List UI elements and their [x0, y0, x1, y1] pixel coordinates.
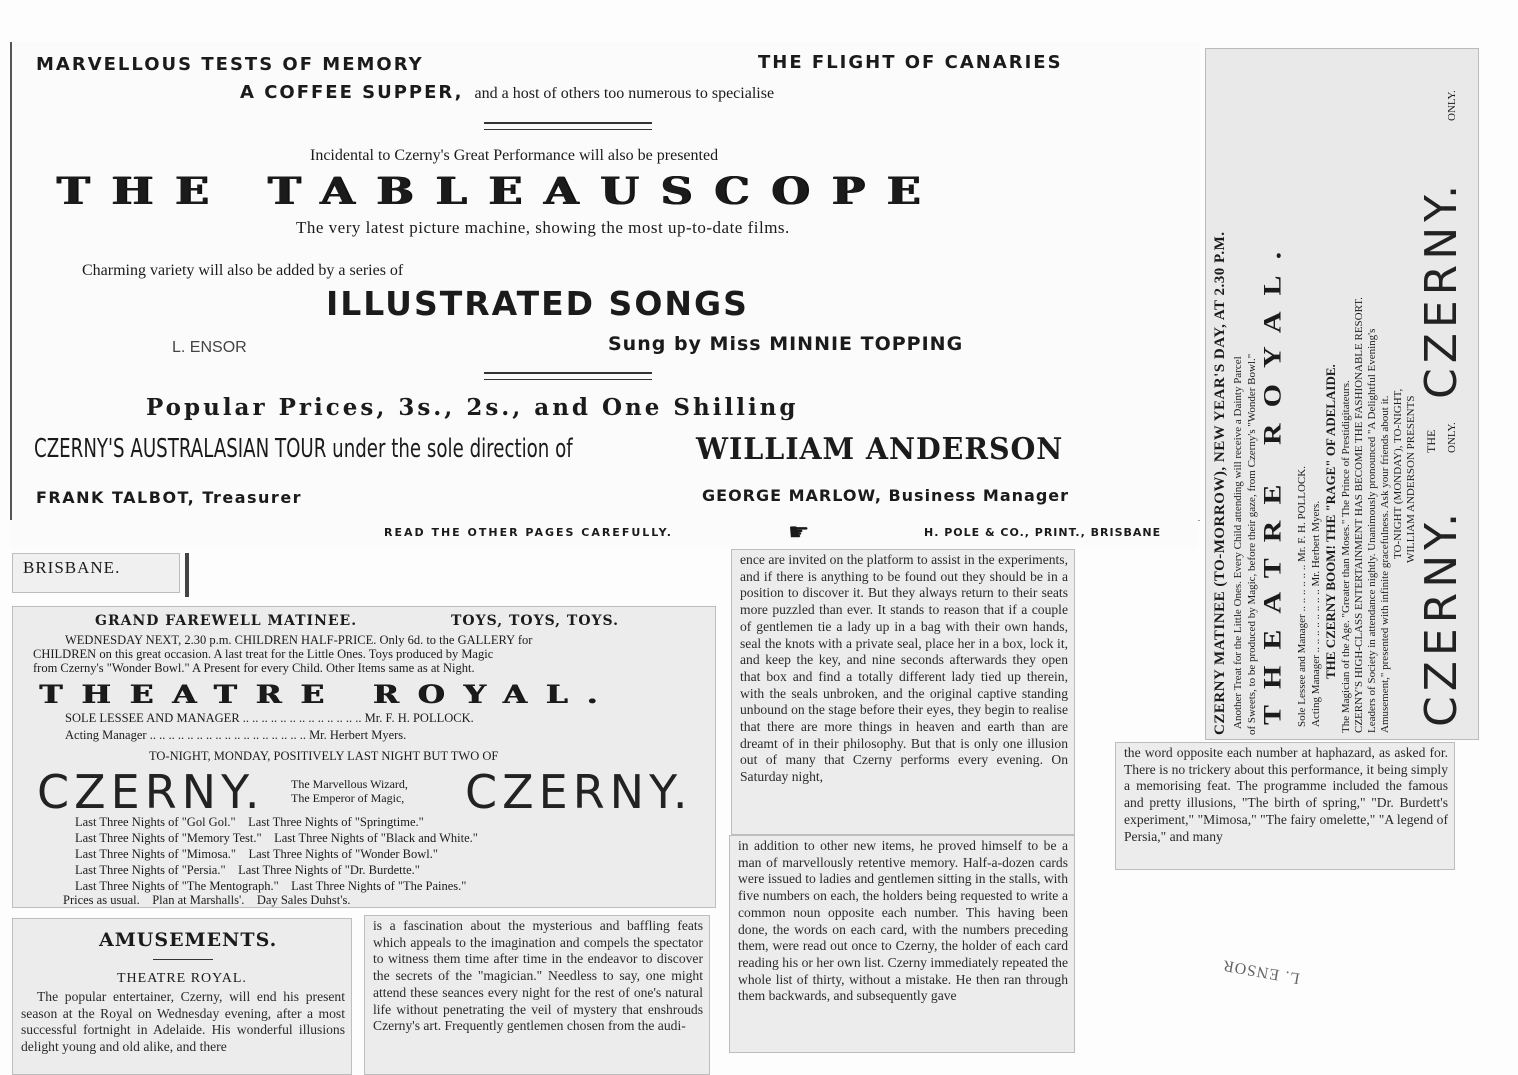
matinee-line-3: from Czerny's "Wonder Bowl." A Present for every Child. Other Items same as at Night.	[33, 661, 475, 675]
pointing-hand-icon: ☛	[788, 518, 810, 546]
experiments-text: ence are invited on the platform to assist in the experiments, and if there is anything to be found out they should be in a position to discover it. But they always return to their seats more puzzled than ever. It stands to reason that if a couple of gentlemen tie a lady up in a bag with their own hands, seal the knots with a private seal, place her in a box, lock it, and keep the key, and nine seconds afterwards they open that box and find a totally different lady tied up therein, with the seals unbroken, and the original captive standing unbound on the stage before their eyes, they begin to realise that there are more things in heaven and earth than are dreamt of in their philosophy. But that is only one illusion out of many that Czerny performs every evening. On Saturday night,	[740, 552, 1068, 785]
amusements-clipping	[12, 918, 352, 1075]
amusements-heading: AMUSEMENTS.	[99, 929, 278, 951]
treat-line-2: of Sweets, to be produced by Magic, before their gaze, from Czerny's "Wonder Bowl."	[1246, 353, 1258, 735]
rotated-content	[1206, 49, 1478, 739]
coffee-supper: A COFFEE SUPPER,	[240, 82, 464, 103]
memory-column	[729, 835, 1075, 1053]
marvellous-wizard: The Marvellous Wizard,	[291, 777, 408, 791]
ensor-stamp: L. ENSOR	[1221, 956, 1302, 987]
printer-credit: H. POLE & CO., PRINT., BRISBANE	[924, 526, 1162, 539]
host-of-others: and a host of others too numerous to specialise	[474, 85, 775, 102]
theatre-royal-title: THEATRE ROYAL.	[39, 680, 617, 710]
tonight-line: TO-NIGHT, MONDAY, POSITIVELY LAST NIGHT BUT TWO OF	[149, 749, 499, 763]
ensor-signature: L. ENSOR	[172, 339, 247, 356]
programme-column	[1115, 742, 1455, 870]
theatre-royal-subheading: THEATRE ROYAL.	[117, 971, 247, 986]
side-only-1: ONLY.	[1446, 422, 1458, 453]
last-nights-4: Last Three Nights of "Persia." Last Three Nights of "Dr. Burdette."	[75, 863, 420, 877]
main-poster	[10, 42, 1200, 521]
czerny-boom: THE CZERNY BOOM! THE "RAGE" OF ADELAIDE.	[1323, 364, 1338, 679]
tour-text: CZERNY'S AUSTRALASIAN TOUR under the sole direction of	[34, 434, 573, 464]
sung-by-line: Sung by Miss MINNIE TOPPING	[608, 333, 964, 355]
divider	[484, 379, 652, 380]
theatre-royal-ad	[12, 606, 716, 908]
sole-lessee-line: SOLE LESSEE AND MANAGER .. .. .. .. .. .. .. .. .. .. .. .. .. Mr. F. H. POLLOCK.	[65, 711, 474, 725]
printer-strip	[10, 520, 1198, 548]
matinee-line-1: WEDNESDAY NEXT, 2.30 p.m. CHILDREN HALF-PRICE. Only 6d. to the GALLERY for	[65, 633, 533, 647]
side-czerny-left: CZERNY.	[1416, 507, 1467, 727]
brisbane-clipping	[12, 553, 180, 593]
memory-tests-line: MARVELLOUS TESTS OF MEMORY	[36, 54, 424, 75]
side-only-2: ONLY.	[1446, 90, 1458, 121]
side-line-4: Amusement," presented with infinite gracefulness. Ask your friends about it.	[1379, 395, 1391, 733]
farewell-matinee: GRAND FAREWELL MATINEE.	[95, 613, 358, 629]
emperor-of-magic: The Emperor of Magic,	[291, 791, 405, 805]
fascination-column	[364, 915, 710, 1075]
side-line-6: WILLIAM ANDERSON PRESENTS	[1405, 395, 1417, 563]
side-the: THE	[1424, 429, 1438, 453]
side-line-2: CZERNY'S HIGH-CLASS ENTERTAINMENT HAS BECOME THE FASHIONABLE RESORT.	[1353, 297, 1365, 733]
side-line-5: TO-NIGHT (MONDAY), TO-NIGHT,	[1392, 388, 1404, 559]
last-nights-5: Last Three Nights of "The Mentograph." Last Three Nights of "The Paines."	[75, 879, 467, 893]
acting-manager-line: Acting Manager .. .. .. .. .. .. .. .. .. .. .. .. .. .. .. .. .. Mr. Herbert Myers.	[65, 728, 407, 742]
amusements-text: The popular entertainer, Czerny, will end his present season at the Royal on Wednesday evening, after a most successful fortnight in Adelaide. His wonderful illusions delight young and old alike, and there	[21, 989, 345, 1055]
clipping-edge	[185, 553, 189, 597]
divider	[484, 372, 652, 374]
talbot-treasurer: FRANK TALBOT, Treasurer	[36, 488, 303, 507]
divider	[484, 122, 652, 124]
brisbane-heading: BRISBANE.	[23, 558, 121, 577]
side-czerny-right: CZERNY.	[1416, 179, 1467, 399]
matinee-heading: CZERNY MATINEE (TO-MORROW), NEW YEAR'S DAY, AT 2.30 P.M.	[1212, 231, 1228, 735]
divider	[484, 129, 652, 130]
divider	[153, 959, 213, 960]
last-nights-2: Last Three Nights of "Memory Test." Last Three Nights of "Black and White."	[75, 831, 478, 845]
side-acting-manager: Acting Manager .. .. .. .. .. .. .. .. Mr. Herbert Myers.	[1310, 500, 1322, 727]
canaries-line: THE FLIGHT OF CANARIES	[758, 52, 1063, 73]
fascination-text: is a fascination about the mysterious and baffling feats which appeals to the imagination and compels the spectator to witness them time after time in the endeavor to discover the secrets of the "magician." Needless to say, one might attend these seances every night for the rest of one's natural life without penetrating the veil of mystery that enshrouds Czerny's art. Frequently gentlemen chosen from the audi-	[373, 918, 703, 1034]
toys-heading: TOYS, TOYS, TOYS.	[451, 613, 620, 629]
experiments-column	[731, 549, 1075, 835]
marlow-manager: GEORGE MARLOW, Business Manager	[702, 486, 1070, 505]
czerny-left: CZERNY.	[37, 765, 265, 819]
treat-line-1: Another Treat for the Little Ones. Every Child attending will receive a Dainty Parcel	[1232, 356, 1244, 729]
last-nights-1: Last Three Nights of "Gol Gol." Last Three Nights of "Springtime."	[75, 815, 424, 829]
william-anderson: WILLIAM ANDERSON	[696, 432, 1064, 467]
tour-line	[34, 434, 674, 464]
memory-text: in addition to other new items, he proved himself to be a man of marvellously retentive memory. Half-a-dozen cards were issued to ladies and gentlemen sitting in the stalls, with five numbers on each, the holders being requested to write a common noun opposite each number. This having been done, the words on each card, with the numbers preceding them, were read out once to Czerny, the holder of each card reading his or her own list. Czerny immediately repeated the whole list of thirty, without a mistake. He then ran through them backwards, and subsequently gave	[738, 838, 1068, 1004]
prices-as-usual: Prices as usual. Plan at Marshalls'. Day Sales Duhst's.	[63, 893, 351, 907]
popular-prices-line: Popular Prices, 3s., 2s., and One Shilling	[146, 394, 799, 421]
incidental-line: Incidental to Czerny's Great Performance will also be presented	[310, 147, 719, 164]
programme-text: the word opposite each number at haphazard, as asked for. There is no trickery about this performance, it being simply a memorising feat. The programme included the famous and pretty illusions, "The birth of spring," "Dr. Burdett's experiment," "Mimosa," "The fairy omelette," "A legend of Persia," and many	[1124, 745, 1448, 844]
theatre-royal-side-title: THEATRE ROYAL.	[1258, 235, 1287, 725]
picture-machine-line: The very latest picture machine, showing the most up-to-date films.	[296, 218, 790, 237]
matinee-line-2: CHILDREN on this great occasion. A last treat for the Little Ones. Toys produced by Magic	[33, 647, 494, 661]
side-line-3: Leaders of Society in attendance nightly. Unanimously pronounced "A Delightful Evening's	[1366, 328, 1378, 733]
side-lessee: Sole Lessee and Manager .. .. .. .. .. .. Mr. F. H. POLLOCK.	[1296, 466, 1308, 727]
side-line-1: The Magician of the Age. "Greater than Moses." The Prince of Prestidigitateurs.	[1340, 380, 1352, 733]
last-nights-3: Last Three Nights of "Mimosa." Last Three Nights of "Wonder Bowl."	[75, 847, 438, 861]
coffee-line	[240, 82, 774, 103]
read-pages-line: READ THE OTHER PAGES CAREFULLY.	[384, 526, 673, 539]
czerny-right: CZERNY.	[465, 765, 693, 819]
tableauscope-title: THE TABLEAUSCOPE	[56, 169, 942, 214]
illustrated-songs-title: ILLUSTRATED SONGS	[326, 284, 749, 323]
charming-variety-line: Charming variety will also be added by a series of	[82, 262, 404, 279]
matinee-side-clipping	[1205, 48, 1479, 740]
